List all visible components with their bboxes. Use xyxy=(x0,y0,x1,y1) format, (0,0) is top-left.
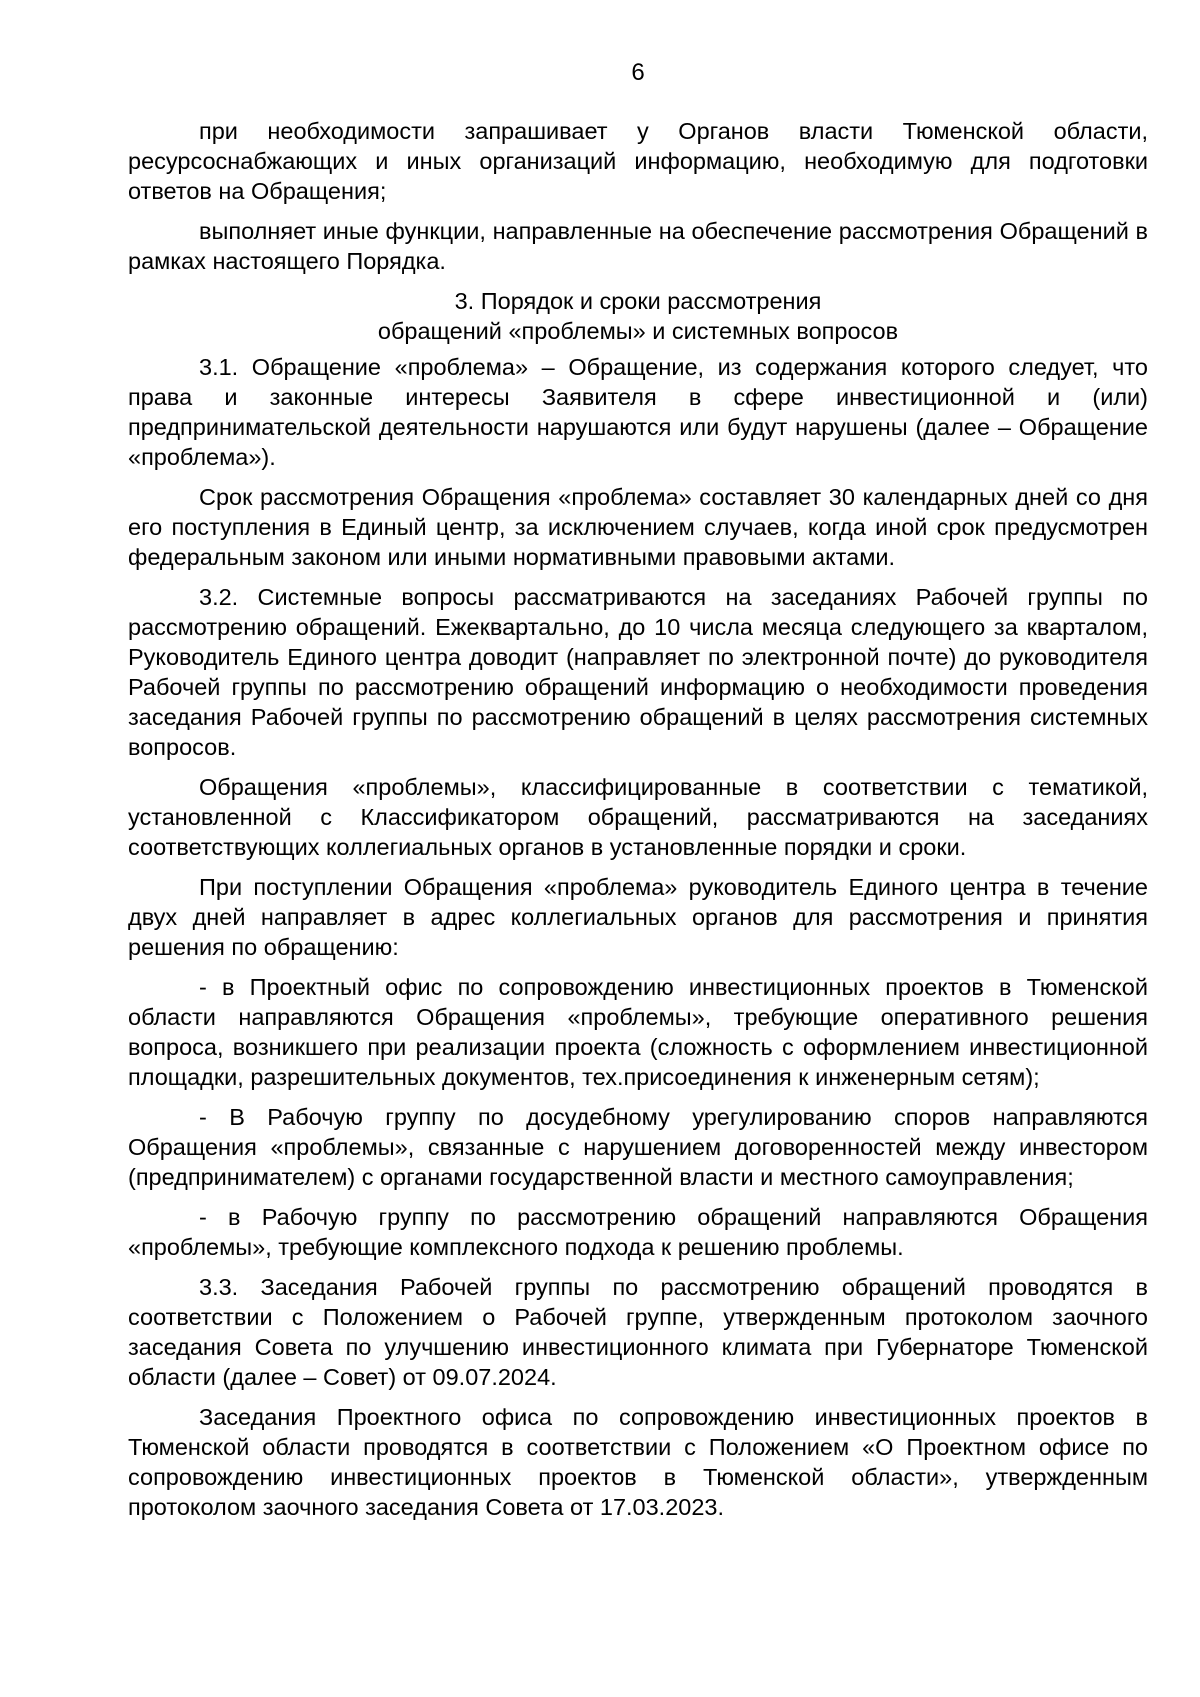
paragraph-project-office-meetings: Заседания Проектного офиса по сопровождению инвестиционных проектов в Тюменской области проводятся в соответствии с Положением «О Проектном офисе по сопровождению инвестиционных проектов в Тюменской области», утвержденным протоколом заочного заседания Совета от 17.03.2023. xyxy=(128,1404,1148,1520)
paragraph-upon-receipt: При поступлении Обращения «проблема» руководитель Единого центра в течение двух дней направляет в адрес коллегиальных органов для рассмотрения и принятия решения по обращению: xyxy=(128,874,1148,960)
paragraph-other-functions: выполняет иные функции, направленные на обеспечение рассмотрения Обращений в рамках настоящего Порядка. xyxy=(128,218,1148,274)
paragraph-3-3: 3.3. Заседания Рабочей группы по рассмотрению обращений проводятся в соответствии с Положением о Рабочей группе, утвержденным протоколом заочного заседания Совета по улучшению инвестиционного климата при Губернаторе Тюменской области (далее – Совет) от 09.07.2024. xyxy=(128,1274,1148,1390)
page-number: 6 xyxy=(631,59,645,86)
paragraph-3-2: 3.2. Системные вопросы рассматриваются на заседаниях Рабочей группы по рассмотрению обращений. Ежеквартально, до 10 числа месяца следующего за кварталом, Руководитель Единого центра доводит (направляет по электронной почте) до руководителя Рабочей группы по рассмотрению обращений информацию о необходимости проведения заседания Рабочей группы по рассмотрению обращений в целях рассмотрения системных вопросов. xyxy=(128,584,1148,760)
document-body xyxy=(128,116,1148,1532)
paragraph-classified-appeals: Обращения «проблемы», классифицированные в соответствии с тематикой, установленной с Классификатором обращений, рассматриваются на заседаниях соответствующих коллегиальных органов в установленные порядки и сроки. xyxy=(128,774,1148,860)
list-item-pretrial-group: - В Рабочую группу по досудебному урегулированию споров направляются Обращения «проблемы», связанные с нарушением договоренностей между инвестором (предпринимателем) с органами государственной власти и местного самоуправления; xyxy=(128,1104,1148,1190)
section-heading xyxy=(128,286,1148,346)
document-page xyxy=(128,0,1148,1697)
list-item-review-group: - в Рабочую группу по рассмотрению обращений направляются Обращения «проблемы», требующие комплексного подхода к решению проблемы. xyxy=(128,1204,1148,1260)
list-item-project-office: - в Проектный офис по сопровождению инвестиционных проектов в Тюменской области направляются Обращения «проблемы», требующие оперативного решения вопроса, возникшего при реализации проекта (сложность с оформлением инвестиционной площадки, разрешительных документов, тех.присоединения к инженерным сетям); xyxy=(128,974,1148,1090)
section-heading-line-1: 3. Порядок и сроки рассмотрения xyxy=(454,288,822,314)
paragraph-request-information: при необходимости запрашивает у Органов власти Тюменской области, ресурсоснабжающих и иных организаций информацию, необходимую для подготовки ответов на Обращения; xyxy=(128,118,1148,204)
paragraph-3-1: 3.1. Обращение «проблема» – Обращение, из содержания которого следует, что права и законные интересы Заявителя в сфере инвестиционной и (или) предпринимательской деятельности нарушаются или будут нарушены (далее – Обращение «проблема»). xyxy=(128,354,1148,470)
section-heading-line-2: обращений «проблемы» и системных вопросов xyxy=(377,318,899,344)
paragraph-review-period: Срок рассмотрения Обращения «проблема» составляет 30 календарных дней со дня его поступления в Единый центр, за исключением случаев, когда иной срок предусмотрен федеральным законом или иными нормативными правовыми актами. xyxy=(128,484,1148,570)
